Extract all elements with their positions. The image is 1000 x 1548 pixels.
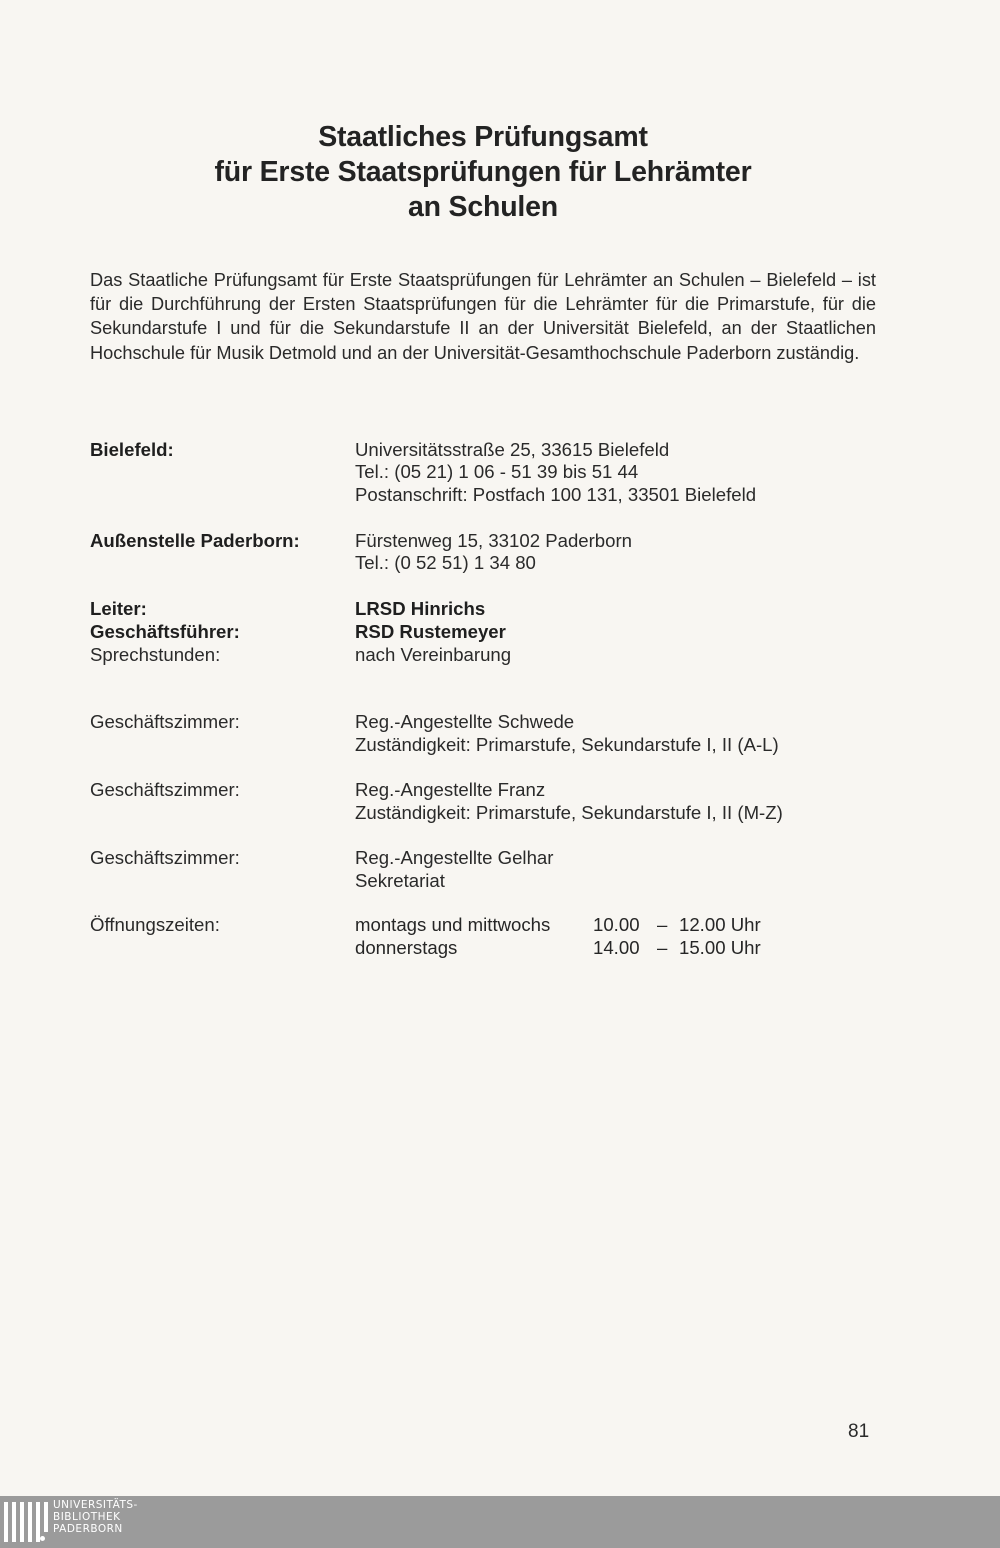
logo-line-2: BIBLIOTHEK [53, 1511, 121, 1523]
office-2-scope: Zuständigkeit: Primarstufe, Sekundarstufe I, II (M-Z) [355, 802, 783, 823]
sprechstunden-label: Sprechstunden: [90, 644, 221, 665]
page-title [0, 120, 966, 225]
hours-row [355, 914, 761, 937]
leiter-value: LRSD Hinrichs [355, 598, 486, 619]
title-line-1: Staatliches Prüfungsamt [318, 121, 648, 153]
hours-days: montags und mittwochs [355, 914, 551, 935]
sprechstunden-value: nach Vereinbarung [355, 644, 512, 665]
hours-from: 10.00 [593, 914, 640, 935]
hours-to: 12.00 Uhr [679, 914, 761, 935]
hours-row [355, 937, 761, 960]
leiter-label: Leiter: [90, 598, 147, 619]
paderborn-phone: Tel.: (0 52 51) 1 34 80 [355, 552, 536, 573]
hours-to: 15.00 Uhr [679, 936, 761, 958]
intro-paragraph: Das Staatliche Prüfungsamt für Erste Staatsprüfungen für Lehrämter an Schulen – Bielefeld – ist für die Durchführung der Ersten Staatsprüfungen für die Lehrämter für die Primarstufe, für die Sekundarstufe I und für die Sekundarstufe II an der Universität Bielefeld, an der Staatlichen Hochschule für Musik Detmold und an der Universität-Gesamthochschule Paderborn zuständig. [90, 270, 876, 363]
hours-days: donnerstags [355, 936, 458, 958]
paderborn-address: Fürstenweg 15, 33102 Paderborn [355, 530, 633, 551]
office-3-scope: Sekretariat [355, 870, 445, 891]
title-line-3: an Schulen [407, 191, 559, 223]
office-1-scope: Zuständigkeit: Primarstufe, Sekundarstufe I, II (A-L) [355, 734, 779, 755]
hours-dash: – [657, 914, 668, 935]
office-3-label: Geschäftszimmer: [90, 847, 240, 868]
office-2-label: Geschäftszimmer: [90, 779, 240, 800]
logo-line-3: PADERBORN [53, 1523, 123, 1535]
paderborn-label: Außenstelle Paderborn: [90, 530, 300, 551]
geschaeftsfuehrer-label: Geschäftsführer: [90, 621, 240, 642]
opening-hours-table [355, 914, 761, 959]
title-line-2: für Erste Staatsprüfungen für Lehrämter [214, 156, 752, 188]
hours-from: 14.00 [593, 936, 640, 958]
office-2-person: Reg.-Angestellte Franz [355, 779, 546, 800]
office-1-label: Geschäftszimmer: [90, 711, 240, 732]
bielefeld-phone: Tel.: (05 21) 1 06 - 51 39 bis 51 44 [355, 461, 639, 482]
bielefeld-postal: Postanschrift: Postfach 100 131, 33501 Bielefeld [355, 484, 757, 505]
hours-dash: – [657, 936, 668, 958]
logo-dot-icon [40, 1536, 45, 1541]
library-logo-text [53, 1499, 138, 1535]
library-footer-bar [0, 1496, 1000, 1548]
bielefeld-address: Universitätsstraße 25, 33615 Bielefeld [355, 439, 670, 460]
logo-line-1: UNIVERSITÄTS- [53, 1499, 138, 1511]
geschaeftsfuehrer-value: RSD Rustemeyer [355, 621, 506, 642]
office-1-person: Reg.-Angestellte Schwede [355, 711, 575, 732]
bielefeld-label: Bielefeld: [90, 439, 174, 460]
page-number: 81 [848, 1421, 870, 1442]
office-3-person: Reg.-Angestellte Gelhar [355, 847, 554, 868]
hours-label: Öffnungszeiten: [90, 914, 220, 935]
